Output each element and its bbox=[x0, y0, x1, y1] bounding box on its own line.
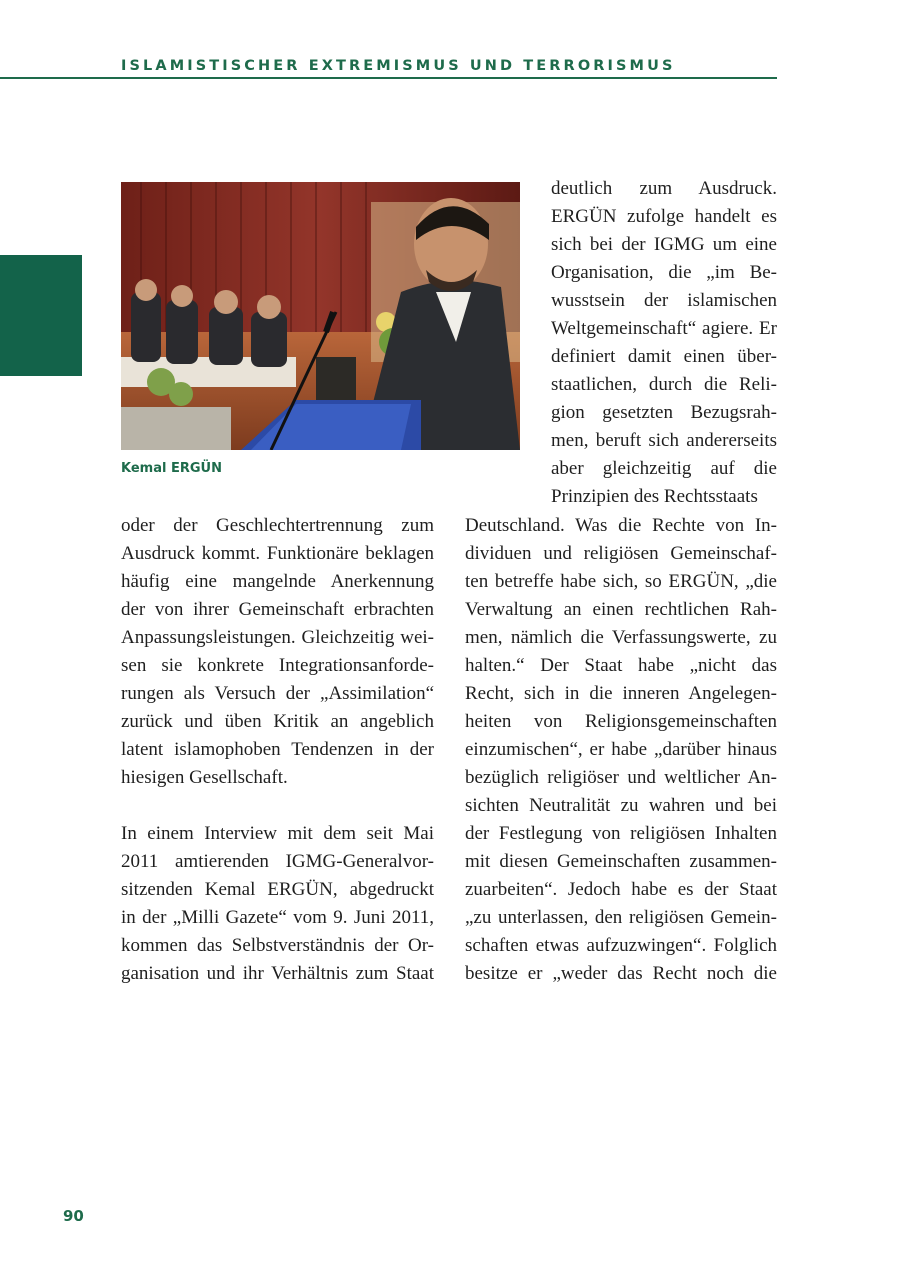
text-line: zurück und üben Kritik an angeblich bbox=[121, 711, 434, 732]
text-line: In einem Interview mit dem seit Mai bbox=[121, 823, 434, 844]
text-line: „zu unterlassen, den religiösen Gemein- bbox=[465, 907, 777, 928]
text-line: deutlich zum Ausdruck. bbox=[551, 178, 777, 199]
text-line: ten betreffe habe sich, so ERGÜN, „die bbox=[465, 571, 777, 592]
text-line: sen sie konkrete Integrationsanforde- bbox=[121, 655, 434, 676]
text-line: Weltgemeinschaft“ agiere. Er bbox=[551, 318, 777, 339]
text-line: der von ihrer Gemeinschaft erbrachten bbox=[121, 599, 434, 620]
text-column-right bbox=[465, 512, 777, 988]
text-line: men, nämlich die Verfassungswerte, zu bbox=[465, 627, 777, 648]
text-line: hiesigen Gesellschaft. bbox=[121, 767, 288, 788]
text-line: 2011 amtierenden IGMG-Generalvor- bbox=[121, 851, 434, 872]
text-line: kommen das Selbstverständnis der Or- bbox=[121, 935, 434, 956]
text-line: rungen als Versuch der „Assimilation“ bbox=[121, 683, 434, 704]
photo-caption: Kemal ERGÜN bbox=[121, 461, 222, 476]
text-line: gion gesetzten Bezugsrah- bbox=[551, 402, 777, 423]
text-line: Deutschland. Was die Rechte von In- bbox=[465, 515, 777, 536]
text-line: men, beruft sich andererseits bbox=[551, 430, 777, 451]
text-line: ganisation und ihr Verhältnis zum Staat bbox=[121, 963, 434, 984]
text-line: schaften etwas aufzuzwingen“. Folglich bbox=[465, 935, 777, 956]
header-rule bbox=[0, 77, 777, 79]
text-line: einzumischen“, er habe „darüber hinaus bbox=[465, 739, 777, 760]
text-line: zuarbeiten“. Jedoch habe es der Staat bbox=[465, 879, 777, 900]
text-line: staatlichen, durch die Reli- bbox=[551, 374, 777, 395]
photo-illustration bbox=[121, 182, 520, 450]
text-line: wusstsein der islamischen bbox=[551, 290, 777, 311]
text-line: latent islamophoben Tendenzen in der bbox=[121, 739, 434, 760]
text-line: in der „Milli Gazete“ vom 9. Juni 2011, bbox=[121, 907, 434, 928]
text-line: ERGÜN zufolge handelt es bbox=[551, 206, 777, 227]
chapter-tab bbox=[0, 255, 82, 376]
text-line: Verwaltung an einen rechtlichen Rah- bbox=[465, 599, 777, 620]
text-line: sichten Neutralität zu wahren und bei bbox=[465, 795, 777, 816]
text-line: Recht, sich in die inneren Angelegen- bbox=[465, 683, 777, 704]
text-line: halten.“ Der Staat habe „nicht das bbox=[465, 655, 777, 676]
text-line: sich bei der IGMG um eine bbox=[551, 234, 777, 255]
text-line: der Festlegung von religiösen Inhalten bbox=[465, 823, 777, 844]
text-line: aber gleichzeitig auf die bbox=[551, 458, 777, 479]
speaker-photo bbox=[121, 182, 520, 450]
text-line: definiert damit einen über- bbox=[551, 346, 777, 367]
running-header: ISLAMISTISCHER EXTREMISMUS UND TERRORISMUS bbox=[121, 58, 676, 74]
text-column-beside-photo bbox=[551, 175, 777, 511]
text-line: Prinzipien des Rechtsstaats bbox=[551, 486, 758, 507]
text-line: sitzenden Kemal ERGÜN, abgedruckt bbox=[121, 879, 434, 900]
page-number: 90 bbox=[63, 1207, 84, 1225]
text-line: heiten von Religionsgemeinschaften bbox=[465, 711, 777, 732]
text-line: mit diesen Gemeinschaften zusammen- bbox=[465, 851, 777, 872]
text-line: Anpassungsleistungen. Gleichzeitig wei- bbox=[121, 627, 434, 648]
paragraph-gap bbox=[121, 792, 434, 820]
text-line: bezüglich religiöser und weltlicher An- bbox=[465, 767, 777, 788]
text-line: Ausdruck kommt. Funktionäre beklagen bbox=[121, 543, 434, 564]
text-line: besitze er „weder das Recht noch die bbox=[465, 963, 777, 984]
text-line: häufig eine mangelnde Anerkennung bbox=[121, 571, 434, 592]
text-column-left bbox=[121, 512, 434, 988]
text-line: oder der Geschlechtertrennung zum bbox=[121, 515, 434, 536]
text-line: dividuen und religiösen Gemeinschaf- bbox=[465, 543, 777, 564]
text-line: Organisation, die „im Be- bbox=[551, 262, 777, 283]
